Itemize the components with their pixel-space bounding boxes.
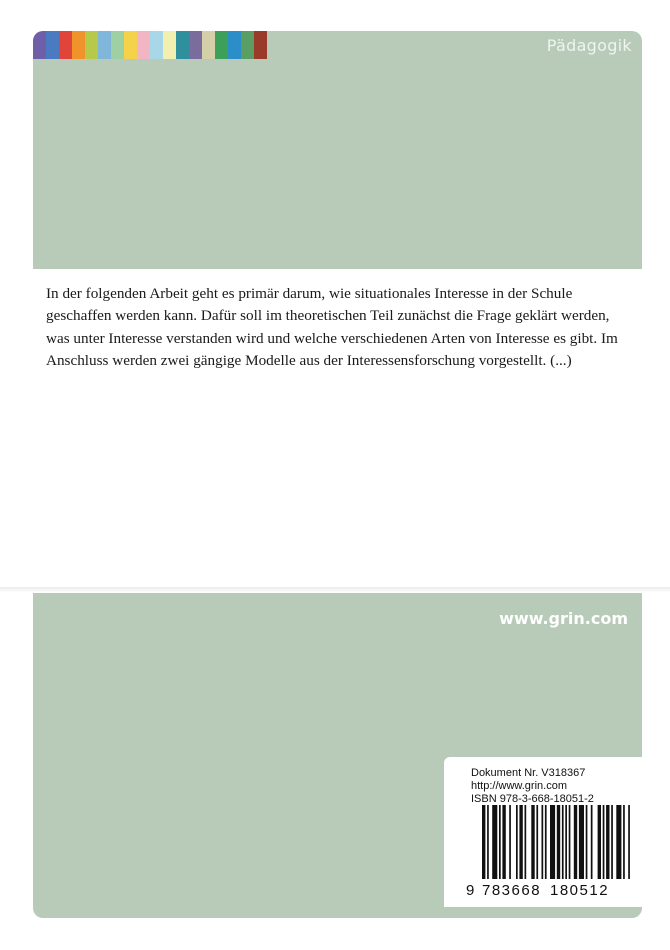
- barcode-digits-left: 783668: [482, 882, 542, 899]
- barcode-bar: [569, 805, 571, 879]
- barcode-bar: [492, 805, 497, 879]
- barcode-box: [444, 757, 642, 907]
- color-stripe: [150, 31, 163, 59]
- barcode-bar: [606, 805, 609, 879]
- barcode-info: [471, 767, 594, 806]
- document-number: Dokument Nr. V318367: [471, 767, 586, 779]
- color-stripes: [33, 31, 267, 59]
- barcode-bar: [542, 805, 544, 879]
- barcode-bar: [502, 805, 505, 879]
- barcode-bar: [574, 805, 577, 879]
- barcode-bar: [487, 805, 489, 879]
- barcode-bar: [591, 805, 593, 879]
- barcode-bar: [623, 805, 625, 879]
- barcode-bar: [611, 805, 613, 879]
- barcode-bar: [509, 805, 511, 879]
- color-stripe: [124, 31, 137, 59]
- barcode-bar: [579, 805, 584, 879]
- color-stripe: [202, 31, 215, 59]
- barcode-bar: [598, 805, 601, 879]
- color-stripe: [46, 31, 59, 59]
- barcode-bar: [519, 805, 522, 879]
- barcode-bar: [603, 805, 605, 879]
- publisher-url: www.grin.com: [499, 609, 628, 628]
- color-stripe: [137, 31, 150, 59]
- barcode-digit-first: 9: [466, 882, 475, 899]
- color-stripe: [72, 31, 85, 59]
- barcode-bar: [628, 805, 630, 879]
- isbn: ISBN 978-3-668-18051-2: [471, 793, 594, 805]
- barcode-bars: [482, 805, 630, 879]
- barcode-bar: [586, 805, 588, 879]
- barcode-image: [444, 805, 642, 901]
- barcode-bar: [562, 805, 564, 879]
- color-stripe: [98, 31, 111, 59]
- color-stripe: [228, 31, 241, 59]
- color-stripe: [59, 31, 72, 59]
- color-stripe: [241, 31, 254, 59]
- color-stripe: [85, 31, 98, 59]
- barcode-bar: [499, 805, 501, 879]
- barcode-bar: [557, 805, 560, 879]
- color-stripe: [176, 31, 189, 59]
- barcode-bar: [482, 805, 485, 879]
- barcode-bar: [545, 805, 547, 879]
- barcode-url: http://www.grin.com: [471, 780, 567, 792]
- color-stripe: [163, 31, 176, 59]
- color-stripe: [189, 31, 202, 59]
- barcode-bar: [565, 805, 567, 879]
- barcode-bar: [550, 805, 555, 879]
- cover-top-panel: [33, 31, 642, 269]
- color-stripe: [33, 31, 46, 59]
- blurb-text: In der folgenden Arbeit geht es primär darum, wie situationales Interesse in der Schule geschaffen werden kann. Dafür soll im theoretischen Teil zunächst die Frage geklärt werden, was unter Interesse verstanden wird und welche verschiedenen Arten von Interesse es gibt. Im Anschluss werden zwei gängige Modelle aus der Interessensforschung vorgestellt. (...): [46, 285, 618, 370]
- color-stripe: [111, 31, 124, 59]
- barcode-bar: [536, 805, 538, 879]
- color-stripe: [254, 31, 267, 59]
- color-stripe: [215, 31, 228, 59]
- barcode-bar: [525, 805, 527, 879]
- category-label: Pädagogik: [546, 36, 632, 55]
- barcode-bar: [531, 805, 534, 879]
- barcode-bar: [616, 805, 621, 879]
- barcode-bar: [516, 805, 518, 879]
- barcode-digits-right: 180512: [550, 882, 610, 899]
